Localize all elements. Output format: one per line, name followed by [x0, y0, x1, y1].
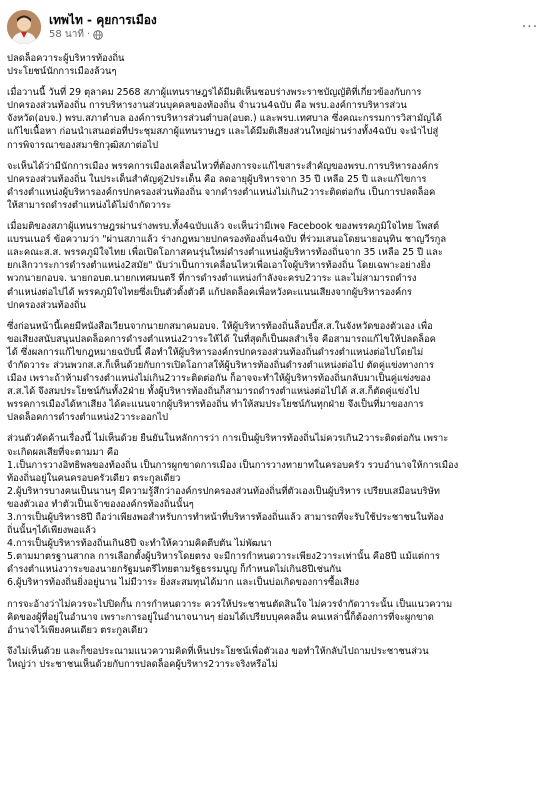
post-text-line: ประโยชน์นักการเมืองล้วนๆ: [7, 66, 117, 78]
post-paragraph: [7, 86, 543, 151]
author-name[interactable]: เทพไท - คุยการเมือง: [49, 13, 157, 27]
post-text-line: ขอเสียงสนับสนุนปลดล็อคการดำรงตำแหน่ง2วาระให้ได้ ในที่สุดก็เป็นผลสำเร็จ คือสามารถแก้ไขให้ปลดล็อค: [7, 333, 436, 345]
avatar[interactable]: [7, 10, 41, 44]
post-text-line: เมื่อมติของสภาผู้แทนราษฎรผ่านร่างพรบ.ทั้ง4ฉบับแล้ว จะเห็นว่ามีเพจ Facebook ของพรรคภูมิใจไทย โพสต์: [7, 221, 440, 233]
post-text-line: 5.ตามมาตรฐานสากล การเลือกตั้งผู้บริหารโดยตรง จะมีการกำหนดวาระเพียง2วาระเท่านั้น คือ8ปี แม้แต่การ: [7, 551, 440, 563]
post-text-line: การจะอ้างว่าไม่ควรจะไปปิดกั้น การกำหนดวาระ ควรให้ประชาชนตัดสินใจ ไม่ควรจำกัดวาระนั้น เป็นแนวความ: [7, 598, 453, 610]
post-text-line: จึงไม่เห็นด้วย และก็ขอประณามแนวความคิดที่เห็นประโยชน์เพื่อตัวเอง ขอทำให้กลับไปถามประชาชนส่วน: [7, 645, 429, 657]
post-paragraph: [7, 52, 543, 78]
post-text-line: ตำแหน่งต่อไปได้ พรรคภูมิใจไทยซึ่งเป็นตัวตั้งตัวตี แก้ปลดล็อคเพื่อหวังคะแนนเสียงจากผู้บริหารองค์กร: [7, 286, 412, 298]
post-text-line: ดำรงตำแหน่งวาระของนายกรัฐมนตรีไทยตามรัฐธรรมนูญ ก็กำหนดไม่เกิน8ปีเช่นกัน: [7, 564, 342, 576]
post-text-line: ปกครองส่วนท้องถิ่น ในประเด็นสำคัญคู่2ประเด็น คือ ลดอายุผู้บริหารจาก 35 ปี เหลือ 25 ปี และแก้ไขการ: [7, 173, 427, 185]
post-paragraph: [7, 160, 543, 212]
post-text-line: ได้ ซึ่งผลการแก้ไขกฎหมายฉบับนี้ คือทำให้ผู้บริหารองค์กรปกครองส่วนท้องถิ่นดำรงตำแหน่งต่อไปโดยไม่: [7, 346, 424, 358]
post-text-line: ให้สามารถดำรงตำแหน่งได้ไม่จำกัดวาระ: [7, 199, 172, 211]
post-text-line: แบรนเนอร์ ข้อความว่า "ผ่านสภาแล้ว ร่างกฎหมายปกครองท้องถิ่น4ฉบับ ที่ร่วมเสนอโดยนายอนุทิน ชาญวีรกูล: [7, 234, 447, 246]
post-text-line: 1.เป็นการวางอิทธิพลของท้องถิ่น เป็นการผูกขาดการเมือง เป็นการวางทายาทในครอบครัว รวบอำนาจให้การเมือง: [7, 459, 459, 471]
meta-separator: ·: [86, 29, 91, 40]
post-text-line: อำนาจไว้เพียงคนเดียว ตระกูลเดียว: [7, 624, 148, 636]
post-text-line: ปลดล็อคการดำรงตำแหน่ง2วาระออกไป: [7, 412, 169, 424]
post-text-line: จำกัดวาระ ส่วนพวกส.ส.ก็เห็นด้วยกับการเปิดโอกาสให้ผู้บริหารท้องถิ่นดำรงตำแหน่งต่อไป ตัดคู่แข่งทางการ: [7, 359, 435, 371]
globe-icon: [93, 30, 103, 40]
post-text-line: ปกครองส่วนท้องถิ่น: [7, 299, 87, 311]
post-text-line: ของตัวเอง ทำตัวเป็นเจ้าขององค์กรท้องถิ่นนั้นๆ: [7, 498, 194, 510]
post-header: [7, 8, 545, 46]
post-text-line: เมื่อวานนี้ วันที่ 29 ตุลาคม 2568 สภาผู้แทนราษฎรได้มีมติเห็นชอบร่างพระราชบัญญัติที่เกี่ยวข้องกับการ: [7, 87, 422, 99]
author-block: [49, 12, 519, 42]
post-text-line: ถิ่นนั้นๆได้เพียงพอแล้ว: [7, 525, 97, 537]
post-text-line: 3.การเป็นผู้บริหาร8ปี ถือว่าเพียงพอสำหรับการทำหน้าที่บริหารท้องถิ่นแล้ว สามารถที่จะรับใช้ประชาชนในท้อง: [7, 512, 444, 523]
post-text-line: ใหญ่ว่า ประชาชนเห็นด้วยกับการปลดล็อคผู้บริหาร2วาระจริงหรือไม่: [7, 658, 278, 670]
post-text-line: ส่วนตัวคัดค้านเรื่องนี้ ไม่เห็นด้วย ยืนยันในหลักการว่า การเป็นผู้บริหารท้องถิ่นไม่ควรเกิน2วาระติดต่อกัน เพราะ: [7, 433, 449, 445]
post-text-line: 2.ผู้บริหารบางคนเป็นนานๆ มีความรู้สึกว่าองค์กรปกครองส่วนท้องถิ่นที่ตัวเองเป็นผู้บริหาร เปรียบเสมือนบริษัท: [7, 485, 440, 497]
post-text-line: จังหวัด(อบจ.) พรบ.สภาตำบล องค์การบริหารส่วนตำบล(อบต.) และพรบ.เทศบาล ซึ่งคณะกรรมการวิสามัญได้: [7, 113, 442, 125]
post-text-line: แก้ไขเนื้อหา ก่อนนำเสนอต่อที่ประชุมสภาผู้แทนราษฎร และได้มีมติเสียงส่วนใหญ่ผ่านร่างทั้ง4ฉบับ จะนำไปสู่: [7, 126, 439, 138]
post-text-line: ส.ส.ได้ จึงสมประโยชน์กันทั้ง2ฝ่าย ทั้งผู้บริหารท้องถิ่นก็สามารถดำรงตำแหน่งต่อไปได้ ส.ส.ก็ตัดคู่แข่งไป: [7, 386, 420, 398]
post-text-line: ดำรงตำแหน่งผู้บริหารองค์กรปกครองส่วนท้องถิ่น จากดำรงตำแหน่งไม่เกิน2วาระติดต่อกัน เป็นการปลดล็อค: [7, 186, 436, 198]
post-text-line: ท้องถิ่นอยู่ในคนครอบครัวเดียว ตระกูลเดียว: [7, 472, 181, 484]
post-text-line: ซึ่งก่อนหน้านี้เคยมีหนังสือเวียนจากนายกสมาคมอบจ. ให้ผู้บริหารท้องถิ่นล็อบบี้ส.ส.ในจังหวัดของตัวเอง เพื่อ: [7, 320, 433, 332]
post-meta: [49, 28, 519, 42]
post-paragraph: [7, 220, 543, 312]
post-paragraph: [7, 645, 543, 671]
post-text-line: ยกเลิกวาระการดำรงตำแหน่ง2สมัย" นับว่าเป็นการเคลื่อนไหวเพื่อเอาใจผู้บริหารท้องถิ่น โดยเฉพาะอย่างยิ่ง: [7, 260, 431, 272]
post-text-line: จะเห็นได้ว่ามีนักการเมือง พรรคการเมืองเคลื่อนไหวที่ต้องการจะแก้ไขสาระสำคัญของพรบ.การบริหารองค์กร: [7, 160, 439, 172]
post-text-line: ปลดล็อควาระผู้บริหารท้องถิ่น: [7, 53, 125, 64]
more-options-button[interactable]: ···: [521, 19, 539, 35]
post-text-line: พรรคการเมืองได้หาเสียง ได้คะแนนจากผู้บริหารท้องถิ่น ทำให้สมประโยชน์กันทุกฝ่าย จึงเป็นที่มาของการ: [7, 399, 424, 411]
post-text-line: และคณะส.ส. พรรคภูมิใจไทย เพื่อเปิดโอกาสคนรุ่นใหม่ดำรงตำแหน่งผู้บริหารท้องถิ่นจาก 35 เหลือ 25 ปี และ: [7, 247, 443, 259]
post-paragraph: [7, 320, 543, 425]
post-body: [7, 52, 545, 671]
post-paragraph: [7, 598, 543, 637]
post-text-line: เมือง เพราะถ้าห้ามดำรงตำแหน่งไม่เกิน2วาระติดต่อกัน ก็อาจจะทำให้ผู้บริหารท้องถิ่นกลับมาเป็นคู่แข่งของ: [7, 373, 431, 385]
post-text-line: การพิจารณาของสมาชิกวุฒิสภาต่อไป: [7, 139, 159, 151]
post-text-line: จะเกิดผลเสียที่จะตามมา คือ: [7, 446, 119, 458]
post-time[interactable]: 58 นาที: [49, 29, 84, 40]
post-text-line: 6.ผู้บริหารท้องถิ่นยิ่งอยู่นาน ไม่มีวาระ ยิ่งสะสมทุนได้มาก และเป็นบ่อเกิดของการซื้อเสียง: [7, 577, 360, 589]
post-text-line: คิดของผู้ที่อยู่ในอำนาจ เพราะการอยู่ในอำนาจนานๆ ย่อมได้เปรียบบุคคลอื่น คนเหล่านี้ก็ต้องการที่จะผูกขาด: [7, 611, 434, 623]
post-text-line: พวกนายกอบจ. นายกอบต.นายกเทศมนตรี ที่การดำรงตำแหน่งกำลังจะครบ2วาระ และไม่สามารถดำรง: [7, 273, 417, 285]
post-text-line: 4.การเป็นผู้บริหารท้องถิ่นเกิน8ปี จะทำให้ความคิดตีบตัน ไม่พัฒนา: [7, 538, 272, 550]
post-text-line: ปกครองส่วนท้องถิ่น การบริหารงานส่วนบุคคลของท้องถิ่น จำนวน4ฉบับ คือ พรบ.องค์การบริหารส่วน: [7, 100, 407, 112]
post-paragraph: [7, 432, 543, 589]
